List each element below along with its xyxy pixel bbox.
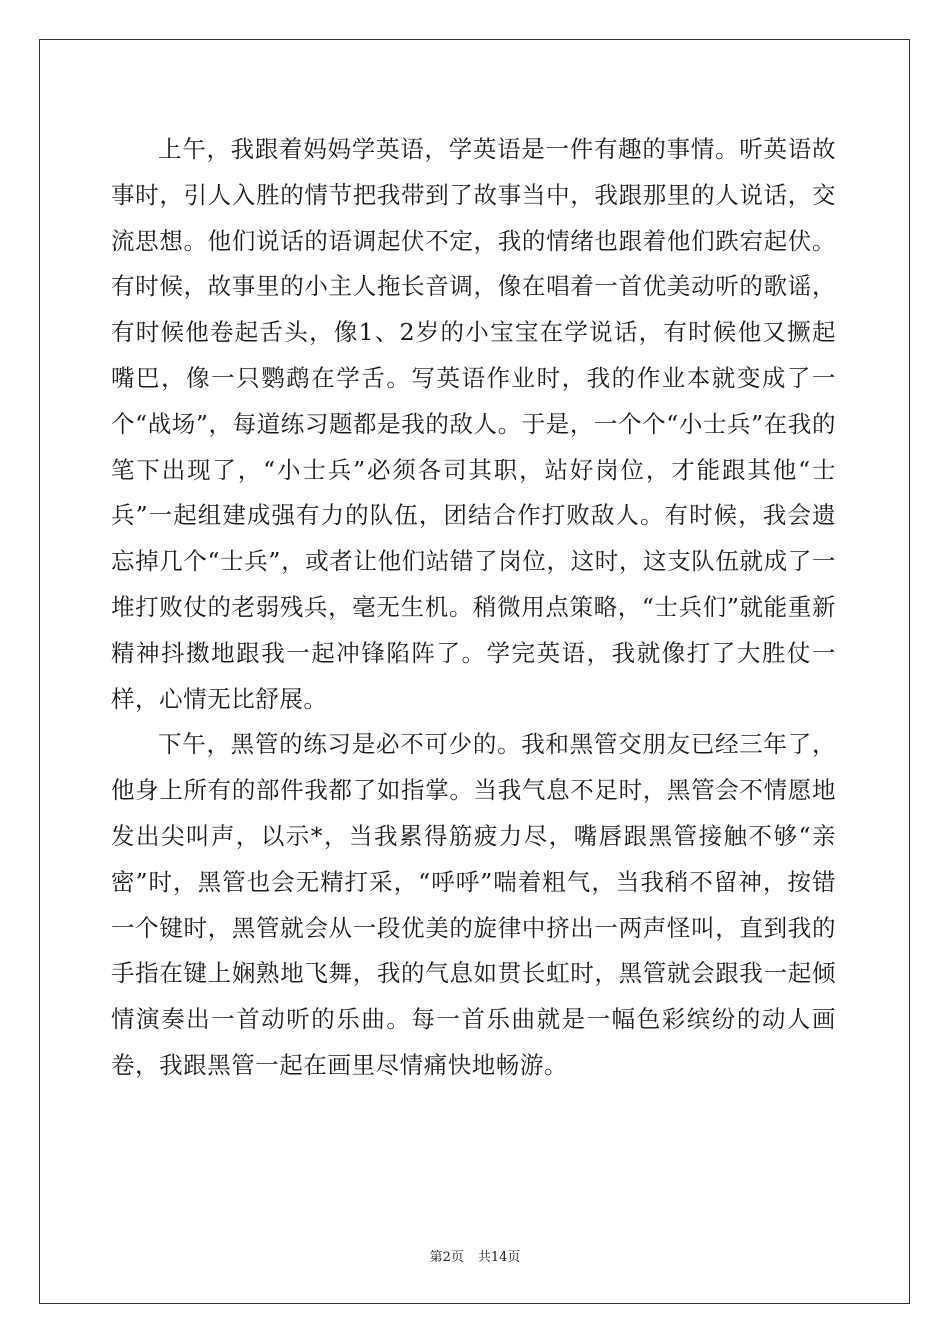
paragraph-morning: 上午，我跟着妈妈学英语，学英语是一件有趣的事情。听英语故事时，引人入胜的情节把我带到了故事当中，我跟那里的人说话，交流思想。他们说话的语调起伏不定，我的情绪也跟着他们跌宕起伏。有时候，故事里的小主人拖长音调，像在唱着一首优美动听的歌谣，有时候他卷起舌头，像1、2岁的小宝宝在学说话，有时候他又撅起嘴巴，像一只鹦鹉在学舌。写英语作业时，我的作业本就变成了一个“战场”，每道练习题都是我的敌人。于是，一个个“小士兵”在我的笔下出现了，“小士兵”必须各司其职，站好岗位，才能跟其他“士兵”一起组建成强有力的队伍，团结合作打败敌人。有时候，我会遗忘掉几个“士兵”，或者让他们站错了岗位，这时，这支队伍就成了一堆打败仗的老弱残兵，毫无生机。稍微用点策略，“士兵们”就能重新精神抖擞地跟我一起冲锋陷阵了。学完英语，我就像打了大胜仗一样，心情无比舒展。 <box>111 135 836 713</box>
paragraph-afternoon: 下午，黑管的练习是必不可少的。我和黑管交朋友已经三年了，他身上所有的部件我都了如指掌。当我气息不足时，黑管会不情愿地发出尖叫声，以示*，当我累得筋疲力尽，嘴唇跟黑管接触不够“亲密”时，黑管也会无精打采，“呼呼”喘着粗气，当我稍不留神，按错一个键时，黑管就会从一段优美的旋律中挤出一两声怪叫，直到我的手指在键上娴熟地飞舞，我的气息如贯长虹时，黑管就会跟我一起倾情演奏出一首动听的乐曲。每一首乐曲就是一幅色彩缤纷的动人画卷，我跟黑管一起在画里尽情痛快地畅游。 <box>111 730 836 1079</box>
page-footer <box>0 1246 950 1265</box>
document-body <box>111 127 836 1089</box>
page-total: 共14页 <box>477 1250 521 1265</box>
page-number: 第2页 <box>429 1250 464 1265</box>
